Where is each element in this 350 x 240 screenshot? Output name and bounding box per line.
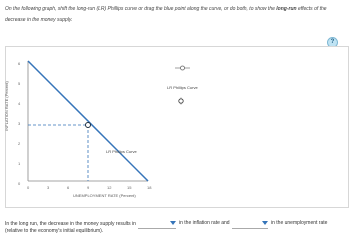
x-tick-6: 6 bbox=[67, 185, 70, 190]
y-tick-1: 1 bbox=[18, 161, 21, 166]
x-tick-18: 18 bbox=[147, 185, 152, 190]
legend-point-tool-icon[interactable] bbox=[177, 97, 185, 105]
x-axis-label: UNEMPLOYMENT RATE (Percent) bbox=[73, 193, 136, 198]
y-tick-5: 5 bbox=[18, 81, 21, 86]
curve-label: LR Phillips Curve bbox=[106, 149, 137, 154]
legend-curve-tool-icon[interactable] bbox=[175, 64, 190, 72]
chevron-down-icon bbox=[262, 221, 268, 225]
instructions-bold: long-run bbox=[276, 6, 297, 12]
equilibrium-point[interactable] bbox=[86, 123, 91, 128]
x-tick-9: 9 bbox=[87, 185, 90, 190]
y-tick-0: 0 bbox=[18, 181, 21, 186]
x-tick-0: 0 bbox=[27, 185, 30, 190]
x-tick-3: 3 bbox=[47, 185, 50, 190]
instructions-line1-end: effects of the bbox=[296, 6, 327, 12]
chevron-down-icon bbox=[170, 221, 176, 225]
instructions-line2: decrease in the money supply. bbox=[5, 17, 73, 23]
y-tick-3: 3 bbox=[18, 121, 21, 126]
inflation-dropdown[interactable] bbox=[138, 220, 176, 229]
help-icon[interactable]: ? bbox=[327, 37, 338, 48]
question-text: In the long run, the decrease in the money supply results in bbox=[5, 221, 136, 227]
question-text-end: in the unemployment rate bbox=[271, 220, 328, 226]
question-text-middle: in the inflation rate and bbox=[179, 220, 230, 226]
unemployment-dropdown[interactable] bbox=[232, 220, 268, 229]
y-tick-4: 4 bbox=[18, 101, 21, 106]
x-tick-15: 15 bbox=[127, 185, 132, 190]
y-tick-6: 6 bbox=[18, 61, 21, 66]
y-tick-2: 2 bbox=[18, 141, 21, 146]
legend-label: LR Phillips Curve bbox=[167, 85, 198, 90]
x-tick-12: 12 bbox=[107, 185, 112, 190]
instructions-line1: On the following graph, shift the long-run (LR) Phillips curve or drag the blue point along the curve, or do both, to show the bbox=[5, 6, 277, 12]
question-line2: (relative to the economy's initial equilibrium). bbox=[5, 228, 104, 234]
y-axis-label: INFLATION RATE (Percent) bbox=[4, 81, 9, 131]
